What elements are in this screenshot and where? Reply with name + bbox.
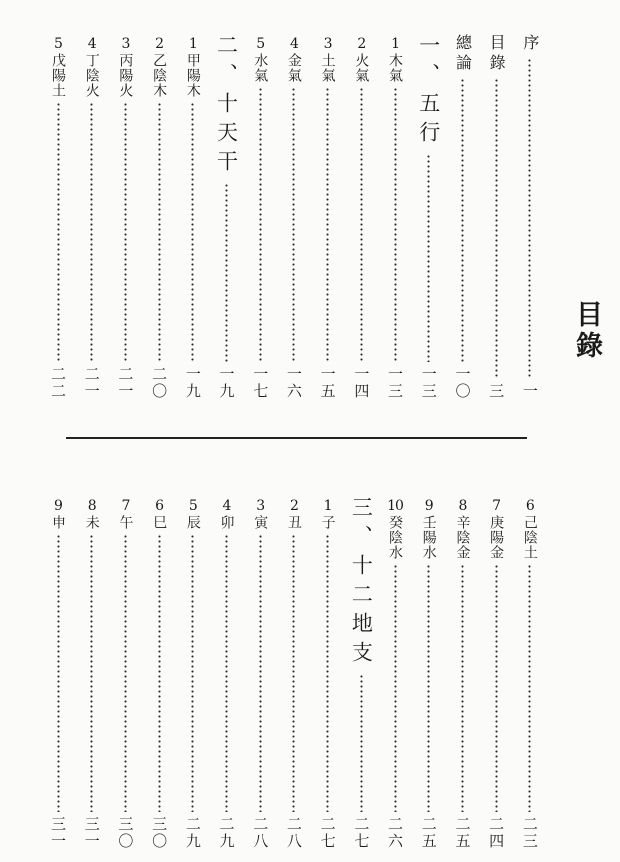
page-number: 二三	[520, 816, 539, 850]
toc-entry[interactable]	[486, 492, 506, 852]
dot-leader	[326, 87, 329, 362]
toc-entry[interactable]	[385, 492, 405, 852]
dot-leader	[191, 102, 194, 362]
entry-number: 2	[357, 36, 366, 52]
entry-number: 6	[155, 498, 164, 514]
toc-entry[interactable]	[520, 492, 540, 852]
dot-leader	[191, 534, 194, 812]
entry-title: 申	[50, 515, 66, 530]
toc-entry[interactable]	[520, 30, 540, 402]
page-number: 二七	[318, 816, 337, 850]
page-number: 二一	[82, 366, 101, 400]
page-number: 二四	[487, 816, 506, 850]
page-number: 一九	[217, 366, 236, 400]
entry-title: 序	[520, 34, 540, 54]
page-number: 二六	[386, 816, 405, 850]
dot-leader	[124, 534, 127, 812]
entry-title: 辛陰金	[454, 515, 471, 560]
page-number: 二〇	[150, 366, 169, 400]
dot-leader	[90, 534, 93, 812]
dot-leader	[528, 564, 531, 812]
entry-title: 辰	[184, 515, 201, 530]
toc-entry[interactable]	[351, 30, 371, 402]
page-number: 二八	[251, 816, 270, 850]
section-divider	[66, 437, 527, 439]
dot-leader	[495, 564, 498, 812]
toc-entry[interactable]	[416, 30, 441, 402]
toc-section-bottom	[48, 492, 540, 852]
page-number: 三一	[49, 816, 67, 850]
entry-number: 7	[492, 498, 501, 514]
dot-leader	[158, 534, 161, 812]
chapter-heading: 一、五行	[416, 34, 441, 150]
toc-entry[interactable]	[250, 30, 270, 402]
entry-number: 3	[256, 498, 265, 514]
entry-number: 2	[289, 498, 298, 514]
dot-leader	[259, 534, 262, 812]
page-number: 三〇	[150, 816, 169, 850]
dot-leader	[461, 564, 464, 812]
entry-title: 甲陽木	[184, 53, 201, 98]
page-number: 三	[487, 383, 506, 400]
dot-leader	[427, 564, 430, 812]
dot-leader	[292, 87, 295, 362]
page-number: 二七	[352, 816, 371, 850]
toc-entry[interactable]	[115, 30, 135, 402]
page-number: 一三	[386, 366, 405, 400]
toc-entry[interactable]	[452, 492, 472, 852]
page-title: 目錄	[571, 300, 602, 362]
page-number: 三〇	[116, 816, 135, 850]
entry-number: 5	[188, 498, 197, 514]
toc-entry[interactable]	[149, 492, 169, 852]
dot-leader	[259, 87, 262, 362]
page-number: 一	[520, 383, 539, 400]
entry-number: 10	[387, 498, 403, 514]
entry-title: 卯	[218, 515, 235, 530]
toc-entry[interactable]	[452, 30, 472, 402]
entry-number: 9	[54, 498, 62, 514]
toc-entry[interactable]	[82, 30, 102, 402]
page-number: 二九	[217, 816, 236, 850]
toc-section-top	[48, 30, 540, 402]
dot-leader	[360, 87, 363, 362]
entry-title: 己陰土	[521, 515, 538, 560]
entry-title: 未	[83, 515, 100, 530]
toc-entry[interactable]	[318, 30, 338, 402]
entry-title: 丑	[285, 515, 302, 530]
entry-title: 總論	[453, 34, 473, 74]
page-number: 二一	[116, 366, 135, 400]
entry-title: 目錄	[487, 34, 507, 74]
entry-title: 木氣	[387, 53, 404, 83]
entry-title: 水氣	[252, 53, 269, 83]
page-number: 一三	[419, 366, 438, 400]
entry-title: 壬陽水	[420, 515, 437, 560]
entry-number: 2	[155, 36, 164, 52]
dot-leader	[292, 534, 295, 812]
entry-number: 5	[256, 36, 265, 52]
entry-number: 4	[87, 36, 96, 52]
entry-title: 癸陰水	[387, 515, 404, 560]
chapter-heading: 三、十二地支	[349, 496, 374, 670]
entry-title: 丁陰火	[83, 53, 100, 98]
toc-entry[interactable]	[349, 492, 374, 852]
dot-leader	[124, 102, 127, 362]
entry-number: 9	[424, 498, 433, 514]
entry-number: 4	[289, 36, 298, 52]
dot-leader	[360, 674, 363, 812]
page-number: 一九	[183, 366, 202, 400]
entry-number: 5	[54, 36, 62, 52]
toc-entry[interactable]	[250, 492, 270, 852]
page-number: 二五	[453, 816, 472, 850]
toc-entry[interactable]	[486, 30, 506, 402]
dot-leader	[57, 102, 60, 362]
toc-entry[interactable]	[149, 30, 169, 402]
entry-number: 8	[87, 498, 96, 514]
entry-number: 7	[121, 498, 130, 514]
entry-title: 午	[117, 515, 134, 530]
toc-entry[interactable]	[385, 30, 405, 402]
entry-number: 3	[323, 36, 332, 52]
toc-entry[interactable]	[217, 492, 237, 852]
entry-title: 丙陽火	[117, 53, 134, 98]
dot-leader	[225, 534, 228, 812]
toc-entry[interactable]	[82, 492, 102, 852]
dot-leader	[394, 87, 397, 362]
toc-entry[interactable]	[183, 492, 203, 852]
toc-entry[interactable]	[284, 492, 304, 852]
page-number: 三一	[82, 816, 101, 850]
page-number: 二五	[419, 816, 438, 850]
dot-leader	[528, 58, 531, 379]
page-number: 一五	[318, 366, 337, 400]
entry-number: 4	[222, 498, 231, 514]
entry-title: 戊陽土	[50, 53, 66, 98]
entry-title: 乙陰木	[151, 53, 168, 98]
entry-number: 6	[525, 498, 534, 514]
entry-title: 土氣	[319, 53, 336, 83]
toc-entry[interactable]	[214, 30, 239, 402]
toc-entry[interactable]	[284, 30, 304, 402]
dot-leader	[394, 564, 397, 812]
entry-number: 8	[458, 498, 467, 514]
page-number: 一四	[352, 366, 371, 400]
entry-number: 1	[323, 498, 332, 514]
toc-entry[interactable]	[183, 30, 203, 402]
page-number: 一七	[251, 366, 270, 400]
entry-title: 火氣	[353, 53, 370, 83]
dot-leader	[495, 78, 498, 379]
chapter-heading: 二、十天干	[214, 34, 239, 179]
entry-title: 金氣	[285, 53, 302, 83]
page-number: 一〇	[453, 366, 472, 400]
entry-title: 寅	[252, 515, 269, 530]
entry-number: 1	[188, 36, 197, 52]
toc-entry[interactable]	[419, 492, 439, 852]
entry-title: 巳	[151, 515, 168, 530]
dot-leader	[461, 78, 464, 362]
page-number: 二九	[183, 816, 202, 850]
entry-title: 庚陽金	[488, 515, 505, 560]
page-number: 二二	[49, 366, 67, 400]
dot-leader	[326, 534, 329, 812]
entry-number: 1	[391, 36, 399, 52]
toc-entry[interactable]	[48, 492, 68, 852]
dot-leader	[427, 154, 430, 362]
toc-entry[interactable]	[115, 492, 135, 852]
dot-leader	[225, 183, 228, 362]
dot-leader	[158, 102, 161, 362]
entry-title: 子	[319, 515, 336, 530]
entry-number: 3	[121, 36, 130, 52]
dot-leader	[57, 534, 60, 812]
toc-entry[interactable]	[318, 492, 338, 852]
dot-leader	[90, 102, 93, 362]
toc-entry[interactable]	[48, 30, 68, 402]
page-number: 一六	[284, 366, 303, 400]
page-number: 二八	[284, 816, 303, 850]
